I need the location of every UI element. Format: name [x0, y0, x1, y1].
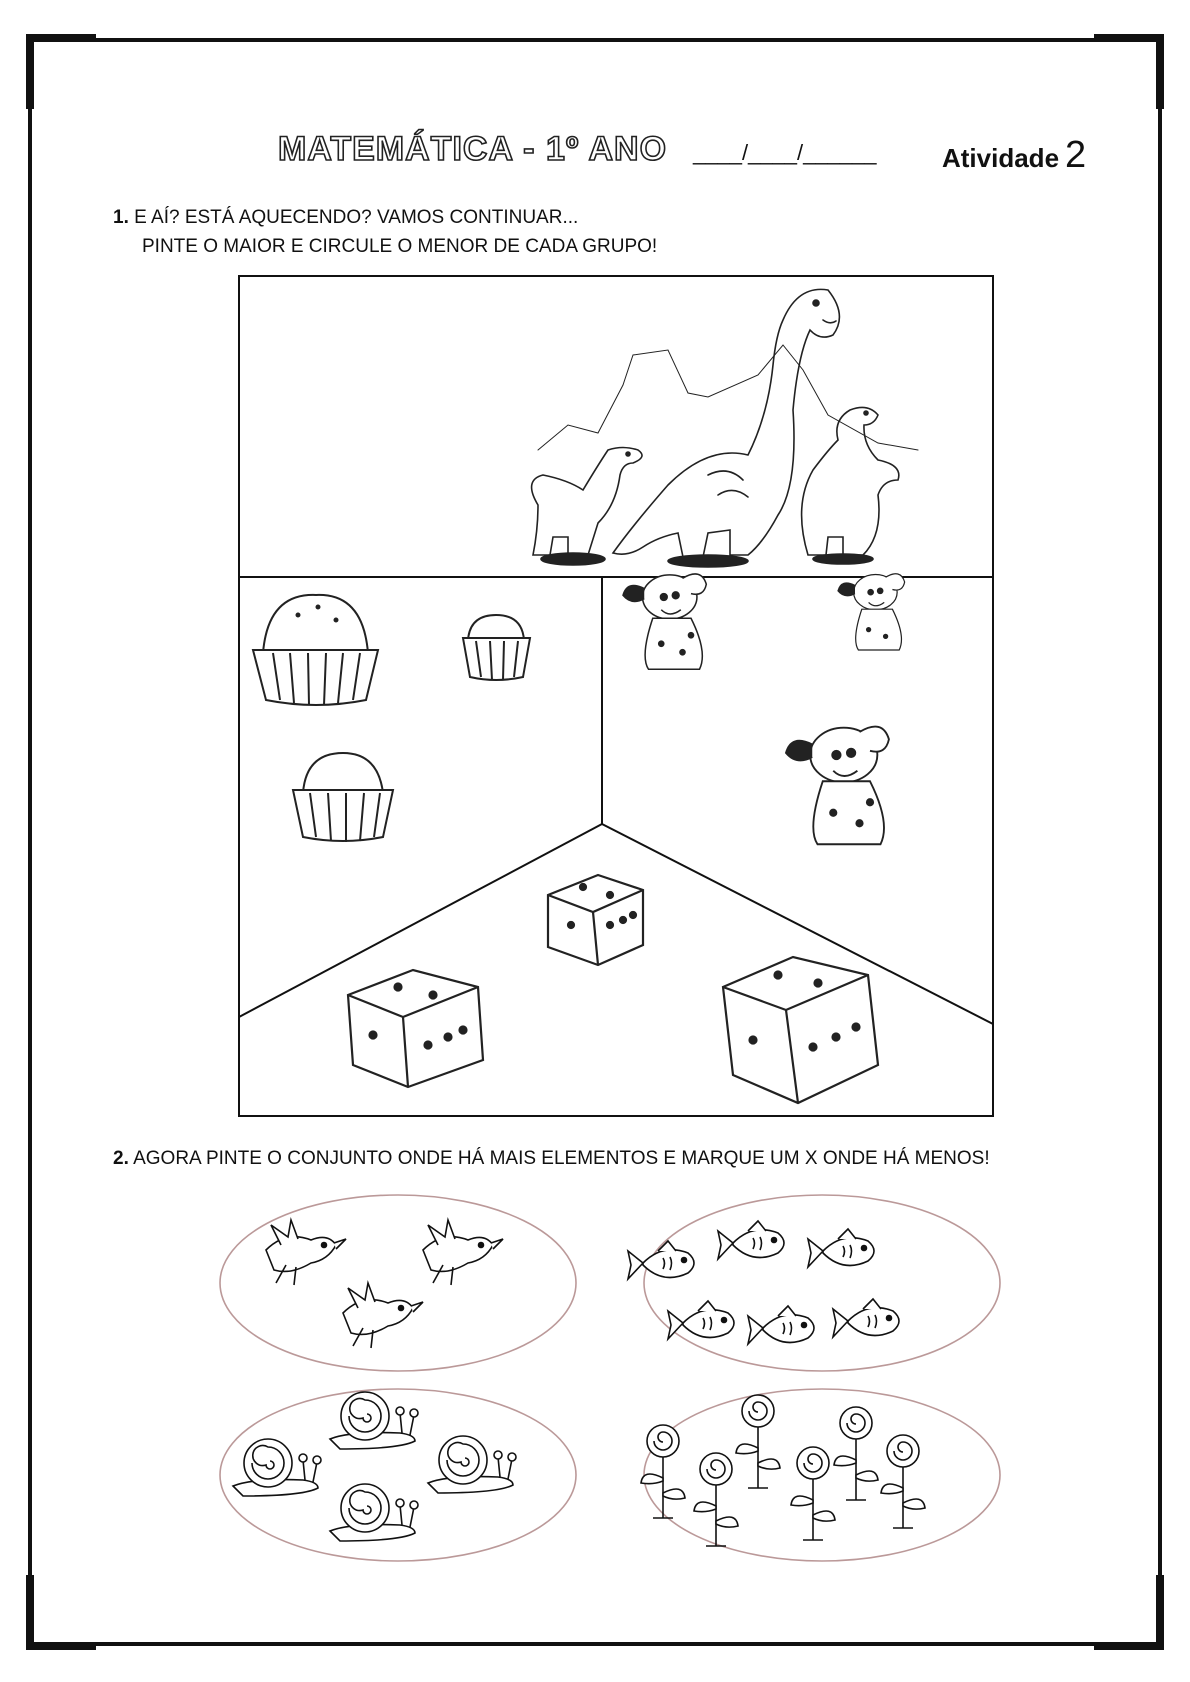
- set-fish: [628, 1221, 899, 1344]
- question-2-text: AGORA PINTE O CONJUNTO ONDE HÁ MAIS ELEMENTOS E MARQUE UM X ONDE HÁ MENOS!: [133, 1148, 990, 1169]
- question-1: [113, 203, 657, 261]
- date-field[interactable]: ____/____/______: [693, 140, 877, 165]
- corner-mark-top-right: [1094, 34, 1164, 42]
- rose-icon: [834, 1407, 878, 1500]
- set-snails: [233, 1392, 516, 1541]
- snail-icon: [330, 1484, 418, 1541]
- die-large-icon: [723, 957, 878, 1103]
- dinosaur-big-icon: [613, 289, 839, 567]
- fish-icon: [748, 1306, 814, 1344]
- rose-icon: [791, 1447, 835, 1540]
- corner-mark-top-left-v: [26, 34, 34, 109]
- bird-icon: [343, 1283, 423, 1348]
- question-1-line-1: [113, 203, 657, 232]
- corner-mark-bottom-left: [26, 1642, 96, 1650]
- puppy-group: [623, 574, 905, 844]
- mountains-background: [538, 345, 918, 450]
- dinosaur-small-icon: [532, 448, 642, 566]
- subject-title: MATEMÁTICA - 1º ANO: [278, 130, 668, 168]
- die-medium-icon: [348, 970, 483, 1087]
- question-1-text-1: E AÍ? ESTÁ AQUECENDO? VAMOS CONTINUAR...: [134, 207, 579, 228]
- die-small-icon: [548, 875, 643, 965]
- worksheet-header: [0, 118, 1190, 178]
- question-1-text-2: PINTE O MAIOR E CIRCULE O MENOR DE CADA GRUPO!: [142, 236, 658, 257]
- corner-mark-top-right-v: [1156, 34, 1164, 109]
- set-roses: [641, 1395, 925, 1546]
- cupcake-medium-icon: [293, 753, 393, 842]
- dinosaur-group: [532, 289, 918, 567]
- question-2-number: 2.: [113, 1148, 129, 1169]
- puppy-medium-icon: [623, 574, 706, 669]
- snail-icon: [233, 1439, 321, 1496]
- fish-icon: [808, 1229, 874, 1267]
- activity-number: 2: [1065, 134, 1087, 176]
- cupcake-group: [253, 595, 530, 842]
- dice-group: [348, 875, 878, 1103]
- rose-icon: [736, 1395, 780, 1488]
- question-2: [113, 1148, 990, 1170]
- rose-icon: [694, 1453, 738, 1546]
- corner-mark-bottom-left-v: [26, 1575, 34, 1650]
- cupcake-large-icon: [253, 595, 378, 705]
- question-1-number: 1.: [113, 207, 129, 228]
- rose-icon: [881, 1435, 925, 1528]
- set-birds-outline: [220, 1195, 576, 1371]
- fish-icon: [628, 1241, 694, 1279]
- fish-icon: [668, 1301, 734, 1339]
- corner-mark-bottom-right: [1094, 1642, 1164, 1650]
- cupcake-small-icon: [463, 615, 530, 680]
- corner-mark-top-left: [26, 34, 96, 42]
- puppy-large-icon: [786, 727, 889, 845]
- bird-icon: [423, 1220, 503, 1285]
- snail-icon: [330, 1392, 418, 1449]
- bird-icon: [266, 1220, 346, 1285]
- corner-mark-bottom-right-v: [1156, 1575, 1164, 1650]
- sets-panel: [218, 1183, 1008, 1563]
- dinosaur-medium-icon: [802, 407, 899, 564]
- rose-icon: [641, 1425, 685, 1518]
- snail-icon: [428, 1436, 516, 1493]
- fish-icon: [833, 1299, 899, 1337]
- activity-text: Atividade: [942, 143, 1060, 173]
- comparison-panel: [238, 275, 994, 1117]
- puppy-small-icon: [838, 574, 905, 650]
- fish-icon: [718, 1221, 784, 1259]
- set-birds: [266, 1220, 503, 1348]
- activity-label: [942, 134, 1086, 177]
- set-fish-outline: [644, 1195, 1000, 1371]
